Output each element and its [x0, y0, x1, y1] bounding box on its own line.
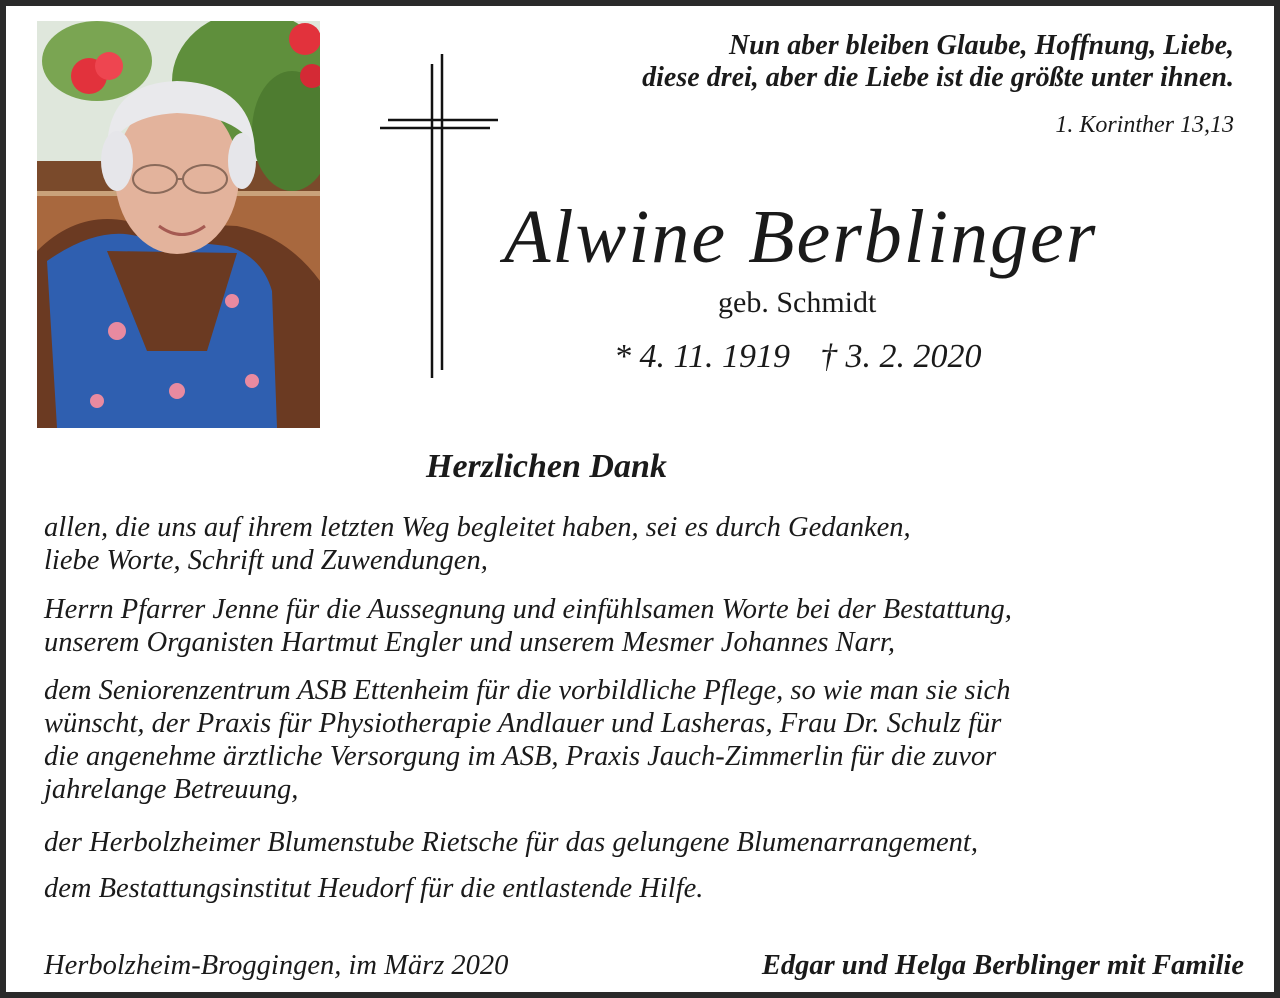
thanks-line: allen, die uns auf ihrem letzten Weg begleitet haben, sei es durch Gedanken, [44, 512, 911, 543]
verse-line: diese drei, aber die Liebe ist die größte unter ihnen. [642, 62, 1234, 93]
thanks-line: wünscht, der Praxis für Physiotherapie Andlauer und Lasheras, Frau Dr. Schulz für [44, 708, 1002, 739]
life-dates [614, 338, 981, 376]
bible-verse [642, 30, 1234, 94]
thanks-line: der Herbolzheimer Blumenstube Rietsche für das gelungene Blumenarrangement, [44, 827, 978, 858]
thanks-line: die angenehme ärztliche Versorgung im ASB, Praxis Jauch-Zimmerlin für die zuvor [44, 741, 997, 772]
place-and-date: Herbolzheim-Broggingen, im März 2020 [44, 950, 509, 981]
portrait-photo [37, 21, 320, 428]
cross-icon [378, 50, 498, 380]
deceased-name: Alwine Berblinger [504, 195, 1098, 279]
thanks-line: unserem Organisten Hartmut Engler und unserem Mesmer Johannes Narr, [44, 627, 895, 658]
verse-line: Nun aber bleiben Glaube, Hoffnung, Liebe, [728, 30, 1234, 61]
thanks-paragraph [44, 826, 1254, 859]
thanks-heading: Herzlichen Dank [426, 448, 667, 485]
death-date: † 3. 2. 2020 [819, 338, 982, 375]
thanks-line: dem Seniorenzentrum ASB Ettenheim für die vorbildliche Pflege, so wie man sie sich [44, 675, 1011, 706]
thanks-line: jahrelange Betreuung, [44, 774, 299, 805]
thanks-line: Herrn Pfarrer Jenne für die Aussegnung und einfühlsamen Worte bei der Bestattung, [44, 594, 1012, 625]
portrait-image [37, 21, 320, 428]
thanks-paragraph [44, 593, 1254, 659]
signed-by: Edgar und Helga Berblinger mit Familie [761, 950, 1244, 981]
thanks-paragraph [44, 674, 1254, 806]
verse-reference: 1. Korinther 13,13 [1055, 112, 1234, 138]
thanks-paragraph [44, 872, 1254, 905]
birth-date: * 4. 11. 1919 [614, 338, 790, 375]
thanks-paragraph [44, 511, 1254, 577]
maiden-name: geb. Schmidt [718, 286, 877, 319]
thanks-line: dem Bestattungsinstitut Heudorf für die entlastende Hilfe. [44, 873, 704, 904]
thanks-line: liebe Worte, Schrift und Zuwendungen, [44, 545, 488, 576]
